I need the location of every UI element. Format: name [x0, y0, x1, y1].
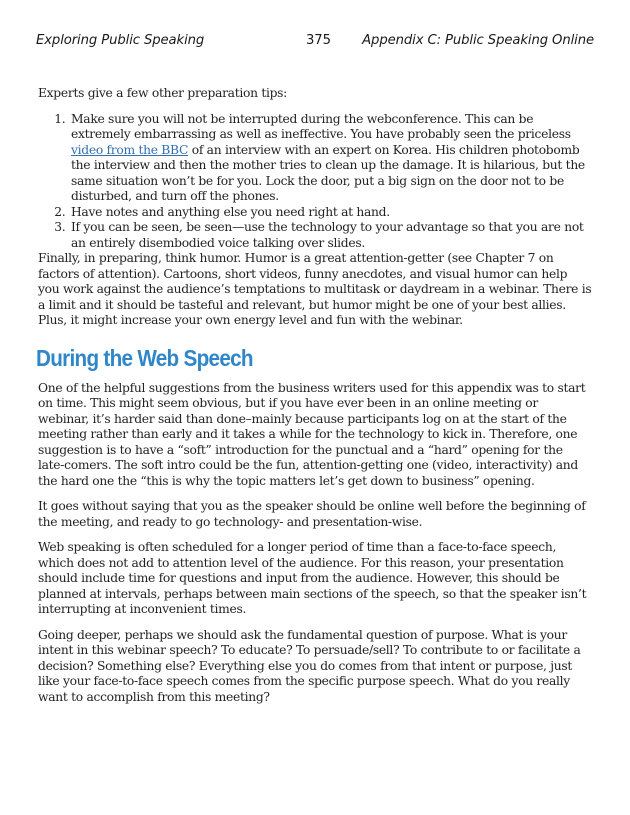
preparation-tips-list: [38, 112, 592, 252]
page-body: [38, 86, 592, 715]
page-header: [36, 33, 594, 53]
list-item-text: Have notes and anything else you need right at hand.: [71, 204, 390, 219]
list-item-text: Make sure you will not be interrupted during the webconference. This can be extremely embarrassing as well as ineffective. You have probably seen the priceless: [71, 111, 571, 141]
intro-paragraph: Experts give a few other preparation tips:: [38, 86, 288, 100]
body-paragraph: Web speaking is often scheduled for a longer period of time than a face-to-face speech, which does not add to attention level of the audience. For this reason, your presentation should include time for questions and input from the audience. However, this should be planned at intervals, perhaps between main sections of the speech, so that the speaker isn’t interrupting at inconvenient times.: [38, 540, 587, 616]
list-item: [69, 205, 592, 221]
humor-paragraph: Finally, in preparing, think humor. Humor is a great attention-getter (see Chapter 7 on factors of attention). Cartoons, short videos, funny anecdotes, and visual humor can help you work against the audience’s temptations to multitask or daydream in a webinar. There is a limit and it should be tasteful and relevant, but humor might be one of your best allies. Plus, it might increase your own energy level and fun with the webinar.: [38, 251, 592, 327]
list-item: [69, 220, 592, 251]
list-item: [69, 112, 592, 205]
running-head-book-title: Exploring Public Speaking: [36, 33, 205, 48]
list-item-text: If you can be seen, be seen—use the technology to your advantage so that you are not an entirely disembodied voice talking over slides.: [71, 220, 584, 250]
body-paragraph: One of the helpful suggestions from the business writers used for this appendix was to start on time. This might seem obvious, but if you have ever been in an online meeting or webinar, it’s harder said than done–mainly because participants log on at the start of the meeting rather than early and it takes a while for the technology to kick in. Therefore, one suggestion is to have a “soft” introduction for the punctual and a “hard” opening for the late-comers. The soft intro could be the fun, attention-getting one (video, interactivity) and the hard one the “this is why the topic matters let’s get down to business” opening.: [38, 380, 586, 488]
running-head-chapter-title: Appendix C: Public Speaking Online: [362, 33, 594, 48]
bbc-video-link[interactable]: video from the BBC: [71, 142, 189, 157]
section-heading: During the Web Speech: [36, 344, 253, 371]
list-item-text: of an interview with an expert on Korea. His children photobomb the interview and then the mother tries to clean up the damage. It is hilarious, but the same situation won’t be for you. Lock the door, put a big sign on the door not to be disturbed, and turn off the phones.: [71, 142, 585, 203]
body-paragraph: Going deeper, perhaps we should ask the fundamental question of purpose. What is your intent in this webinar speech? To educate? To persuade/sell? To contribute to or facilitate a decision? Something else? Everything else you do comes from that intent or purpose, just like your face-to-face speech comes from the specific purpose speech. What do you really want to accomplish from this meeting?: [38, 627, 581, 704]
page-number: 375: [306, 33, 331, 48]
body-paragraph: It goes without saying that you as the speaker should be online well before the beginning of the meeting, and ready to go technology- and presentation-wise.: [38, 499, 586, 529]
